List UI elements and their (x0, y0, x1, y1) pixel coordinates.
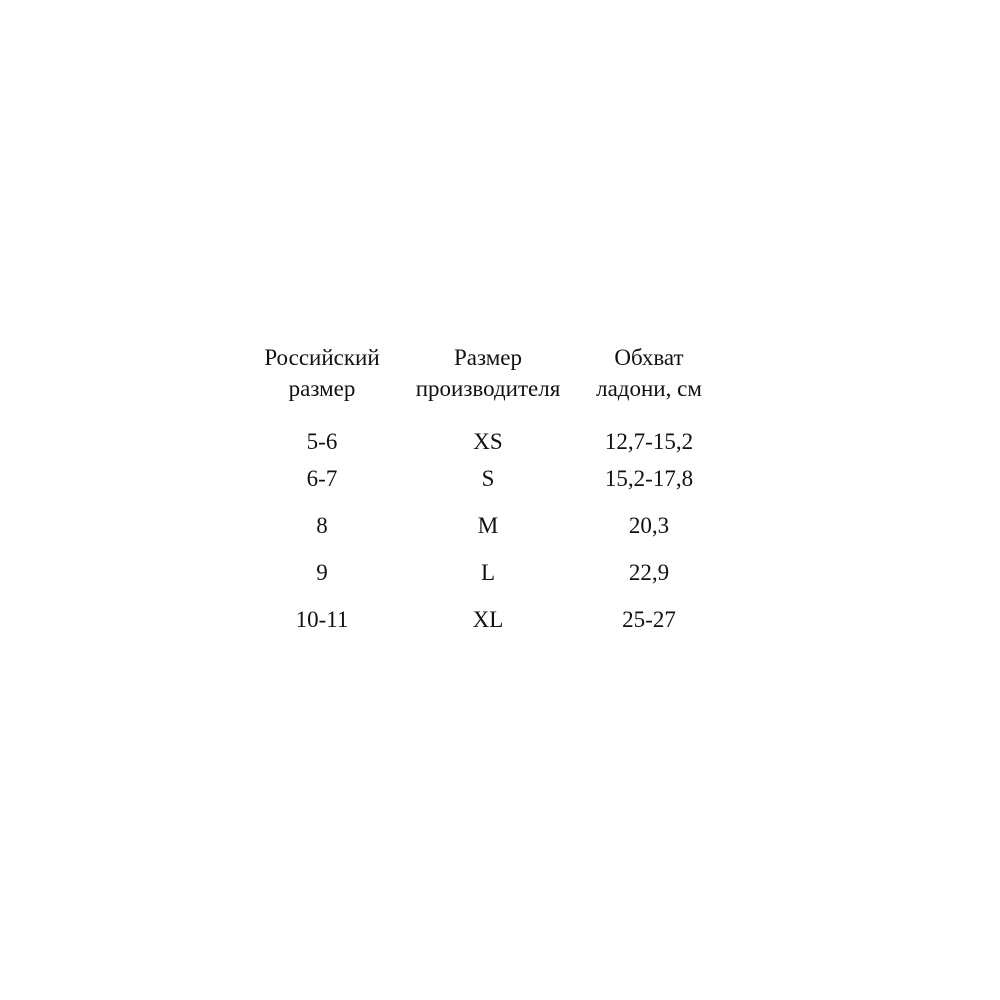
header-russian-size-line-2: размер (288, 376, 356, 401)
cell-manufacturer-size: L (480, 560, 496, 585)
header-russian-size (246, 340, 398, 416)
table-row (246, 557, 720, 604)
table-row (246, 416, 720, 463)
cell-manufacturer-size: XL (472, 607, 504, 632)
cell-russian-size: 9 (316, 560, 328, 585)
cell-palm-girth: 12,7-15,2 (604, 429, 694, 454)
header-russian-size-line-1: Российский (264, 345, 380, 370)
header-palm-girth-line-1: Обхват (614, 345, 684, 370)
cell-palm-girth: 25-27 (622, 607, 676, 632)
header-manufacturer-size-line-2: производителя (415, 376, 561, 401)
table-row (246, 463, 720, 510)
cell-palm-girth: 22,9 (628, 560, 670, 585)
cell-palm-girth: 15,2-17,8 (604, 466, 694, 491)
header-manufacturer-size-line-1: Размер (453, 345, 523, 370)
cell-palm-girth: 20,3 (628, 513, 670, 538)
header-row (246, 340, 720, 416)
size-chart-body (246, 416, 720, 651)
cell-russian-size: 10-11 (295, 607, 349, 632)
cell-russian-size: 5-6 (306, 429, 338, 454)
cell-manufacturer-size: XS (473, 429, 503, 454)
header-palm-girth (578, 340, 720, 416)
size-chart-header (246, 340, 720, 416)
table-row (246, 510, 720, 557)
cell-russian-size: 8 (316, 513, 328, 538)
table-row (246, 604, 720, 651)
cell-manufacturer-size: M (477, 513, 499, 538)
header-palm-girth-line-2: ладони, см (596, 376, 702, 401)
header-manufacturer-size (398, 340, 578, 416)
cell-manufacturer-size: S (481, 466, 495, 491)
cell-russian-size: 6-7 (306, 466, 338, 491)
size-chart-table (246, 340, 720, 651)
